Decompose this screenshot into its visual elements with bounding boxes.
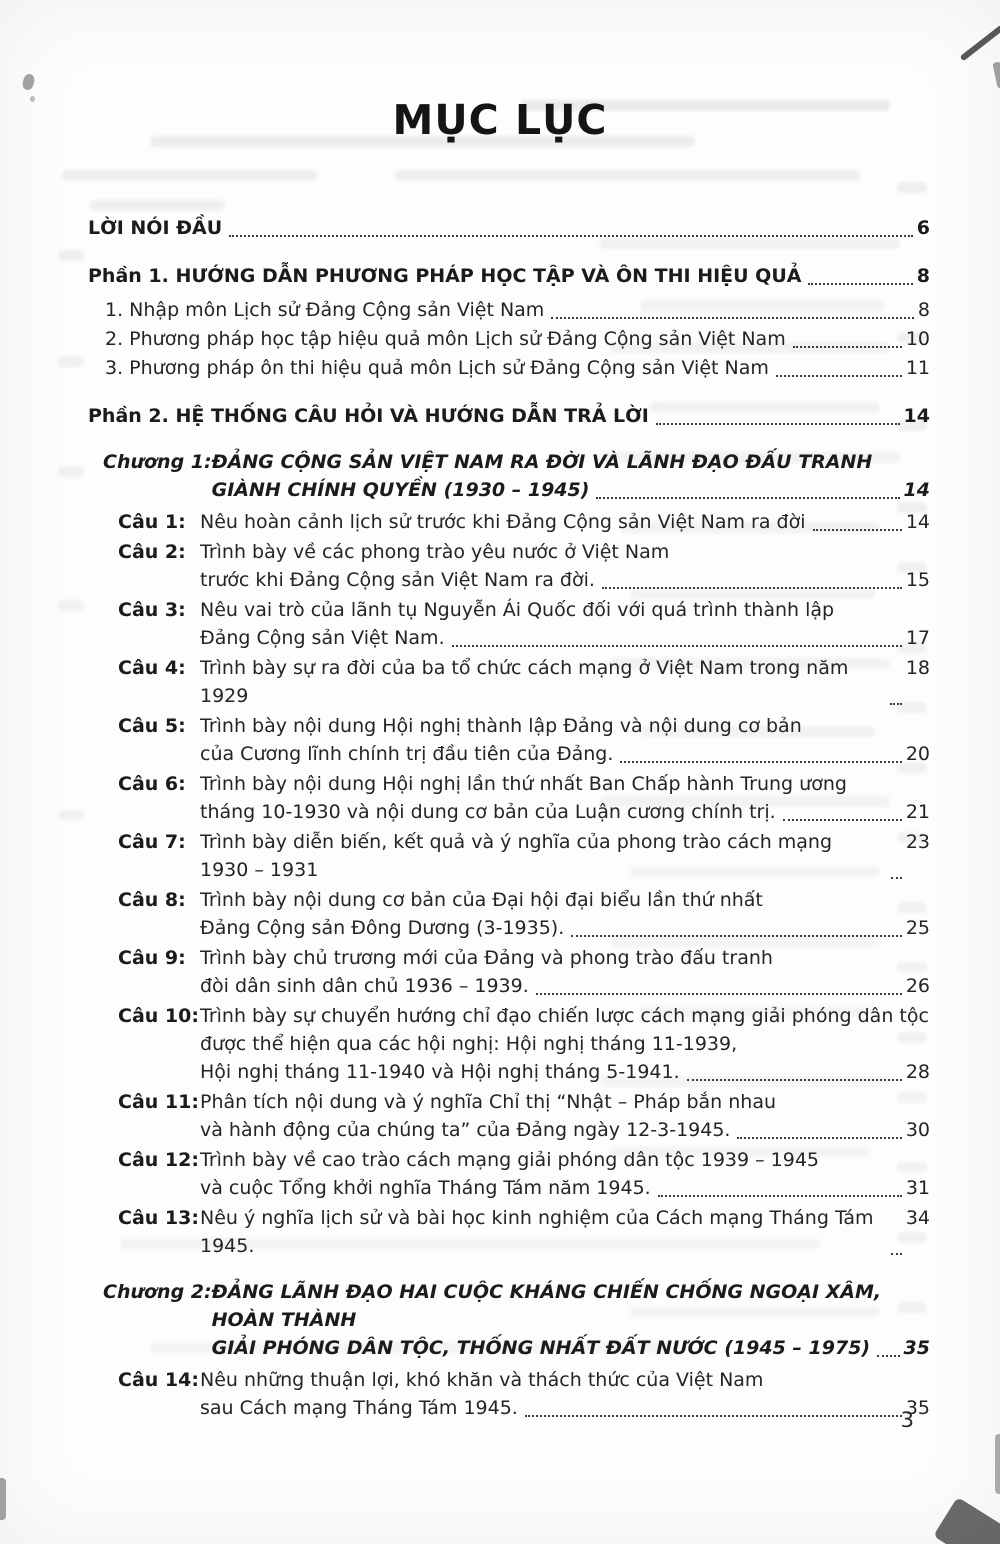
toc-entry-page: 18 <box>905 657 930 679</box>
toc-entry-body <box>212 1278 930 1362</box>
toc-entry-text: Trình bày nội dung Hội nghị lần thứ nhất Ban Chấp hành Trung ương <box>200 773 847 795</box>
toc-entry-text: đòi dân sinh dân chủ 1936 – 1939. <box>200 975 529 997</box>
toc-entry-page: 35 <box>903 1337 930 1359</box>
toc-entry-text: LỜI NÓI ĐẦU <box>88 217 223 239</box>
toc-entry <box>88 712 930 768</box>
dot-leader <box>687 1079 902 1081</box>
toc-entry <box>88 944 930 1000</box>
toc-entry <box>88 354 930 382</box>
toc-entry-page: 35 <box>905 1397 930 1419</box>
toc-entry-body <box>88 402 930 430</box>
dot-leader <box>551 317 914 319</box>
dot-leader <box>656 423 900 425</box>
toc-entry-text: Trình bày nội dung Hội nghị thành lập Đảng và nội dung cơ bản <box>200 715 802 737</box>
toc-entry-page: 34 <box>905 1207 930 1229</box>
dot-leader <box>808 283 912 285</box>
toc-entry-page: 30 <box>905 1119 930 1141</box>
toc-entry-page: 26 <box>905 975 930 997</box>
dot-leader <box>620 761 901 763</box>
toc-entry-page: 8 <box>916 265 930 287</box>
toc-entry <box>88 1002 930 1086</box>
bleed-through-line <box>90 200 225 211</box>
toc-entry-text: ĐẢNG CỘNG SẢN VIỆT NAM RA ĐỜI VÀ LÃNH ĐẠO ĐẤU TRANH <box>211 451 873 473</box>
toc-entry-body <box>200 1088 930 1144</box>
dot-leader <box>776 375 902 377</box>
table-of-contents <box>88 214 930 1424</box>
toc-entry <box>88 596 930 652</box>
toc-entry-page: 14 <box>903 405 930 427</box>
toc-entry-text: Trình bày sự ra đời của ba tổ chức cách mạng ở Việt Nam trong năm 1929 <box>200 657 849 707</box>
toc-entry-page: 14 <box>905 511 930 533</box>
toc-entry-page: 21 <box>905 801 930 823</box>
toc-entry-text: Trình bày chủ trương mới của Đảng và phong trào đấu tranh <box>200 947 773 969</box>
toc-entry-text: tháng 10-1930 và nội dung cơ bản của Luận cương chính trị. <box>200 801 776 823</box>
toc-entry <box>88 1366 930 1422</box>
toc-entry-body <box>105 325 930 353</box>
dot-leader <box>525 1415 902 1417</box>
toc-entry-text: Nêu ý nghĩa lịch sử và bài học kinh nghiệm của Cách mạng Tháng Tám 1945. <box>200 1207 874 1257</box>
toc-entry-label: Câu 3: <box>118 599 186 621</box>
toc-entry-body <box>88 214 930 242</box>
toc-entry-label: Câu 9: <box>118 947 186 969</box>
toc-entry-text: Trình bày về cao trào cách mạng giải phóng dân tộc 1939 – 1945 <box>200 1149 820 1171</box>
toc-entry-text: của Cương lĩnh chính trị đầu tiên của Đảng. <box>200 743 614 765</box>
toc-entry-body <box>200 770 930 826</box>
toc-entry-label: Câu 10: <box>118 1005 199 1027</box>
toc-entry-label: Câu 12: <box>118 1149 199 1171</box>
toc-entry-text: 2. Phương pháp học tập hiệu quả môn Lịch sử Đảng Cộng sản Việt Nam <box>105 328 786 350</box>
toc-entry-text: Hội nghị tháng 11-1940 và Hội nghị tháng 5-1941. <box>200 1061 680 1083</box>
toc-entry-body <box>200 508 930 536</box>
toc-entry-text: Đảng Cộng sản Việt Nam. <box>200 627 445 649</box>
scan-artifact <box>933 1497 1000 1544</box>
toc-entry-text: Trình bày nội dung cơ bản của Đại hội đại biểu lần thứ nhất <box>200 889 763 911</box>
toc-entry-body <box>200 828 930 884</box>
toc-entry-text: được thể hiện qua các hội nghị: Hội nghị tháng 11-1939, <box>200 1033 738 1055</box>
toc-entry-page: 6 <box>916 217 930 239</box>
toc-entry-label: Câu 6: <box>118 773 186 795</box>
toc-entry <box>88 325 930 353</box>
toc-entry-label: Câu 5: <box>118 715 186 737</box>
scan-artifact <box>995 1434 1000 1494</box>
toc-entry-label: Câu 4: <box>118 657 186 679</box>
toc-entry-body <box>212 448 930 504</box>
bleed-through-line <box>395 170 860 181</box>
dot-leader <box>602 587 902 589</box>
bleed-through-line <box>58 250 84 261</box>
toc-entry-text: 3. Phương pháp ôn thi hiệu quả môn Lịch sử Đảng Cộng sản Việt Nam <box>105 357 769 379</box>
toc-entry-label: Câu 11: <box>118 1091 199 1113</box>
dot-leader <box>891 1253 902 1255</box>
dot-leader <box>452 645 902 647</box>
dot-leader <box>783 819 902 821</box>
scan-artifact <box>21 73 36 91</box>
toc-entry-text: và cuộc Tổng khởi nghĩa Tháng Tám năm 1945. <box>200 1177 651 1199</box>
toc-entry-page: 15 <box>905 569 930 591</box>
toc-entry-text: 1. Nhập môn Lịch sử Đảng Cộng sản Việt Nam <box>105 299 545 321</box>
toc-entry-body <box>200 1366 930 1422</box>
toc-entry <box>88 448 930 504</box>
toc-entry-body <box>200 1146 930 1202</box>
toc-entry-body <box>200 886 930 942</box>
toc-entry-text: Phần 1. HƯỚNG DẪN PHƯƠNG PHÁP HỌC TẬP VÀ ÔN THI HIỆU QUẢ <box>88 265 802 287</box>
toc-entry <box>88 654 930 710</box>
toc-entry-page: 25 <box>905 917 930 939</box>
dot-leader <box>891 877 902 879</box>
toc-entry-text: Phân tích nội dung và ý nghĩa Chỉ thị “Nhật – Pháp bắn nhau <box>200 1091 777 1113</box>
toc-entry-text: ĐẢNG LÃNH ĐẠO HAI CUỘC KHÁNG CHIẾN CHỐNG NGOẠI XÂM, HOÀN THÀNH <box>211 1281 882 1331</box>
dot-leader <box>658 1195 902 1197</box>
bleed-through-line <box>897 182 927 193</box>
toc-entry <box>88 828 930 884</box>
toc-entry-page: 8 <box>917 299 930 321</box>
toc-entry <box>88 770 930 826</box>
toc-entry <box>88 1278 930 1362</box>
page-title: MỤC LỤC <box>392 96 608 144</box>
toc-entry-text: Phần 2. HỆ THỐNG CÂU HỎI VÀ HƯỚNG DẪN TRẢ LỜI <box>88 405 649 427</box>
toc-entry-label: Câu 1: <box>118 511 186 533</box>
toc-entry-label: Câu 2: <box>118 541 186 563</box>
dot-leader <box>229 235 913 237</box>
toc-entry-label: Câu 8: <box>118 889 186 911</box>
toc-entry-page: 31 <box>905 1177 930 1199</box>
toc-entry-body <box>200 712 930 768</box>
toc-entry-text: GIÀNH CHÍNH QUYỀN (1930 – 1945) <box>211 479 590 501</box>
toc-entry-body <box>200 538 930 594</box>
scan-artifact <box>960 25 1000 62</box>
dot-leader <box>737 1137 901 1139</box>
scan-artifact <box>992 61 1000 88</box>
toc-entry <box>88 508 930 536</box>
bleed-through-line <box>58 466 84 477</box>
toc-entry <box>88 1146 930 1202</box>
bleed-through-line <box>58 356 84 367</box>
dot-leader <box>793 346 902 348</box>
toc-entry-label: Câu 14: <box>118 1369 199 1391</box>
toc-entry-page: 28 <box>905 1061 930 1083</box>
toc-entry-text: và hành động của chúng ta” của Đảng ngày 12-3-1945. <box>200 1119 731 1141</box>
toc-entry-body <box>200 654 930 710</box>
toc-entry-text: Trình bày sự chuyển hướng chỉ đạo chiến lược cách mạng giải phóng dân tộc <box>200 1005 929 1027</box>
bleed-through-line <box>62 170 317 181</box>
toc-entry-page: 20 <box>905 743 930 765</box>
toc-entry-page: 23 <box>905 831 930 853</box>
toc-entry-body <box>200 1002 930 1086</box>
toc-entry-body <box>200 596 930 652</box>
toc-entry-label: Câu 13: <box>118 1207 199 1229</box>
toc-entry-text: Nêu những thuận lợi, khó khăn và thách thức của Việt Nam <box>200 1369 764 1391</box>
dot-leader <box>890 703 902 705</box>
bleed-through-line <box>58 810 84 821</box>
toc-entry-text: Nêu vai trò của lãnh tụ Nguyễn Ái Quốc đối với quá trình thành lập <box>200 599 835 621</box>
toc-entry-page: 10 <box>905 328 930 350</box>
toc-entry-text: Trình bày diễn biến, kết quả và ý nghĩa của phong trào cách mạng 1930 – 1931 <box>200 831 833 881</box>
toc-entry-label: Câu 7: <box>118 831 186 853</box>
dot-leader <box>877 1355 899 1357</box>
toc-entry-text: Nêu hoàn cảnh lịch sử trước khi Đảng Cộng sản Việt Nam ra đời <box>200 511 806 533</box>
toc-entry-text: sau Cách mạng Tháng Tám 1945. <box>200 1397 518 1419</box>
toc-entry-page: 14 <box>903 479 930 501</box>
bleed-through-line <box>58 600 84 611</box>
scan-artifact <box>0 1478 6 1520</box>
toc-entry-text: Đảng Cộng sản Đông Dương (3-1935). <box>200 917 565 939</box>
page-number: 3 <box>900 1408 914 1432</box>
toc-entry-label: Chương 2: <box>103 1281 212 1303</box>
toc-entry-body <box>105 296 930 324</box>
toc-entry-body <box>105 354 930 382</box>
toc-entry-body <box>88 262 930 290</box>
toc-entry-body <box>200 944 930 1000</box>
dot-leader <box>536 993 902 995</box>
toc-entry-body <box>200 1204 930 1260</box>
toc-entry <box>88 1204 930 1260</box>
toc-entry <box>88 262 930 290</box>
dot-leader <box>596 497 899 499</box>
toc-entry-text: trước khi Đảng Cộng sản Việt Nam ra đời. <box>200 569 595 591</box>
toc-entry-text: Trình bày về các phong trào yêu nước ở Việt Nam <box>200 541 670 563</box>
toc-entry-text: GIẢI PHÓNG DÂN TỘC, THỐNG NHẤT ĐẤT NƯỚC (1945 – 1975) <box>211 1337 871 1359</box>
toc-entry-page: 17 <box>905 627 930 649</box>
toc-entry-page: 11 <box>905 357 930 379</box>
toc-entry <box>88 402 930 430</box>
toc-entry <box>88 1088 930 1144</box>
toc-entry <box>88 214 930 242</box>
toc-entry <box>88 886 930 942</box>
toc-entry <box>88 296 930 324</box>
toc-entry <box>88 538 930 594</box>
toc-entry-label: Chương 1: <box>103 451 212 473</box>
dot-leader <box>571 935 902 937</box>
dot-leader <box>813 529 902 531</box>
